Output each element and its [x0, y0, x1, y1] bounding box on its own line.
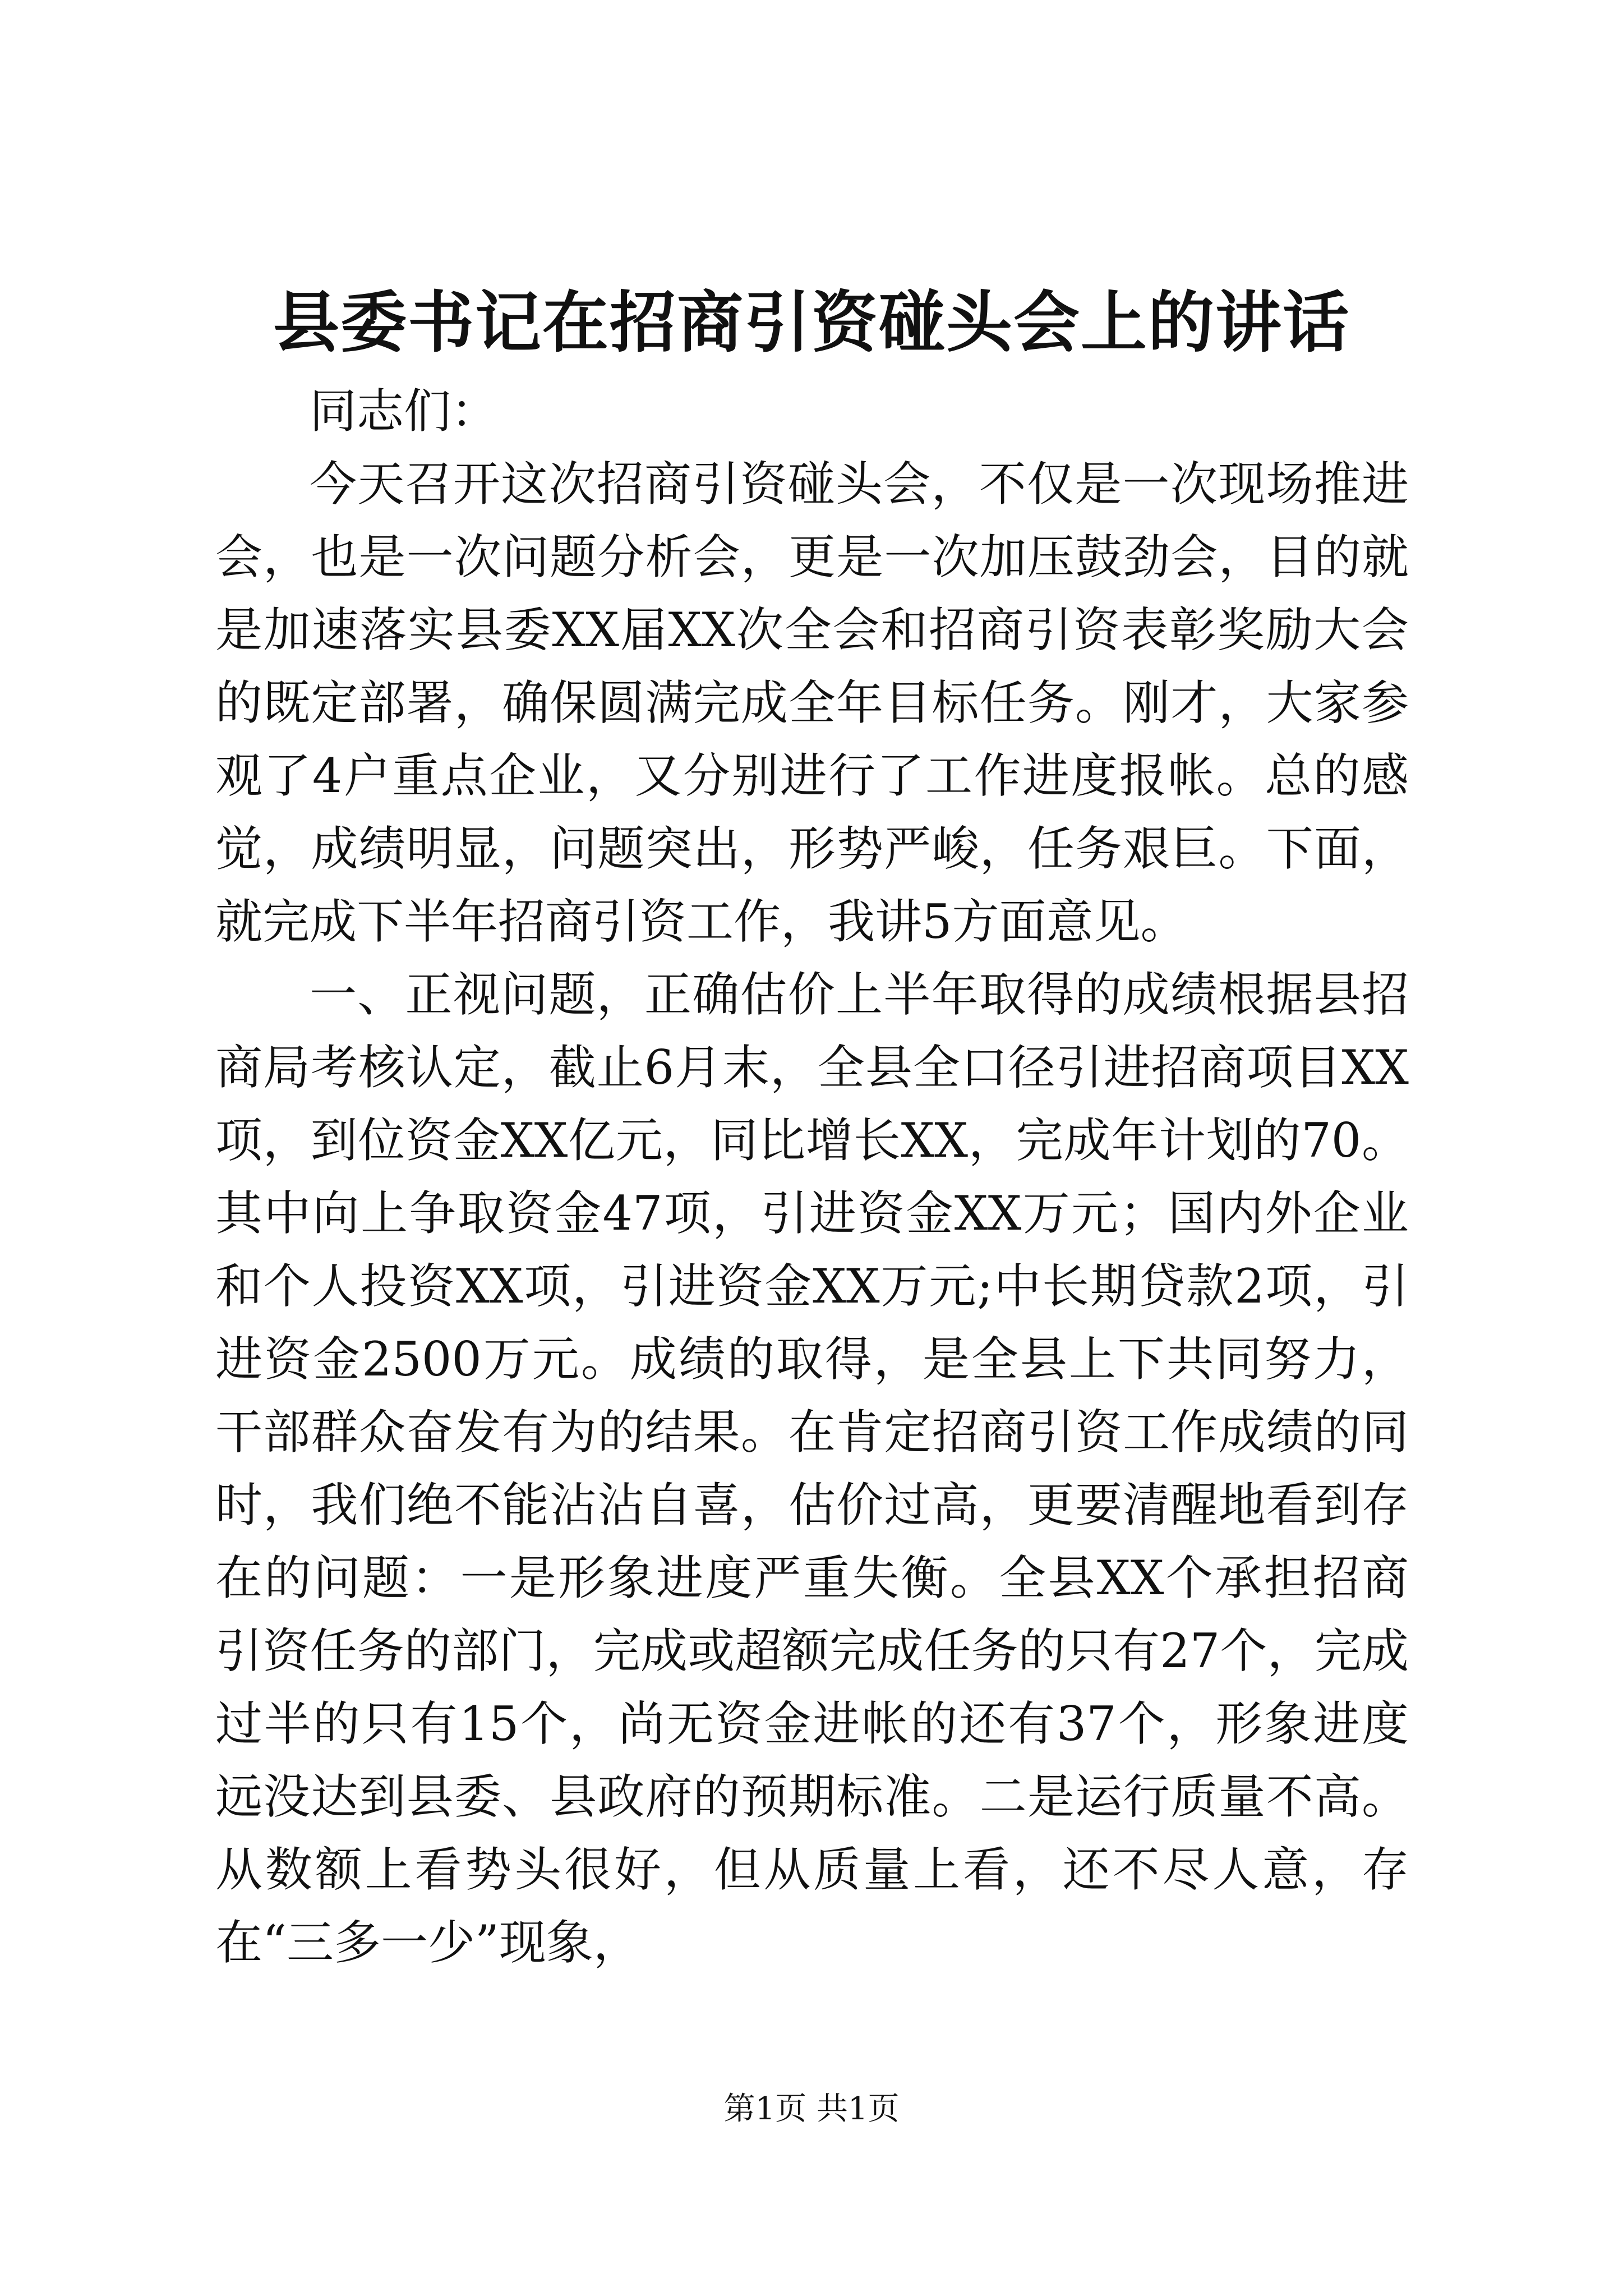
page-number-footer: 第1页 共1页	[723, 2091, 900, 2127]
paragraph-intro: 今天召开这次招商引资碰头会，不仅是一次现场推进会，也是一次问题分析会，更是一次加压鼓劲会，目的就是加速落实县委XX届XX次全会和招商引资表彰奖励大会的既定部署，确保圆满完成全年目标任务。刚才，大家参观了4户重点企业，又分别进行了工作进度报帐。总的感觉，成绩明显，问题突出，形势严峻，任务艰巨。下面，就完成下半年招商引资工作，我讲5方面意见。	[215, 457, 1409, 949]
greeting: 同志们：	[310, 384, 499, 439]
document-title: 县委书记在招商引资碰头会上的讲话	[273, 283, 1350, 361]
paragraph-section-one: 一、正视问题，正确估价上半年取得的成绩根据县招商局考核认定，截止6月末，全县全口径引进招商项目XX项，到位资金XX亿元，同比增长XX，完成年计划的70。其中向上争取资金47项，引进资金XX万元；国内外企业和个人投资XX项，引进资金XX万元;中长期贷款2项，引进资金2500万元。成绩的取得，是全县上下共同努力，干部群众奋发有为的结果。在肯定招商引资工作成绩的同时，我们绝不能沾沾自喜，估价过高，更要清醒地看到存在的问题：一是形象进度严重失衡。全县XX个承担招商引资任务的部门，完成或超额完成任务的只有27个，完成过半的只有15个，尚无资金进帐的还有37个，形象进度远没达到县委、县政府的预期标准。二是运行质量不高。从数额上看势头很好，但从质量上看，还不尽人意，存在“三多一少”现象，	[215, 967, 1409, 1970]
document-body	[215, 375, 1409, 1979]
